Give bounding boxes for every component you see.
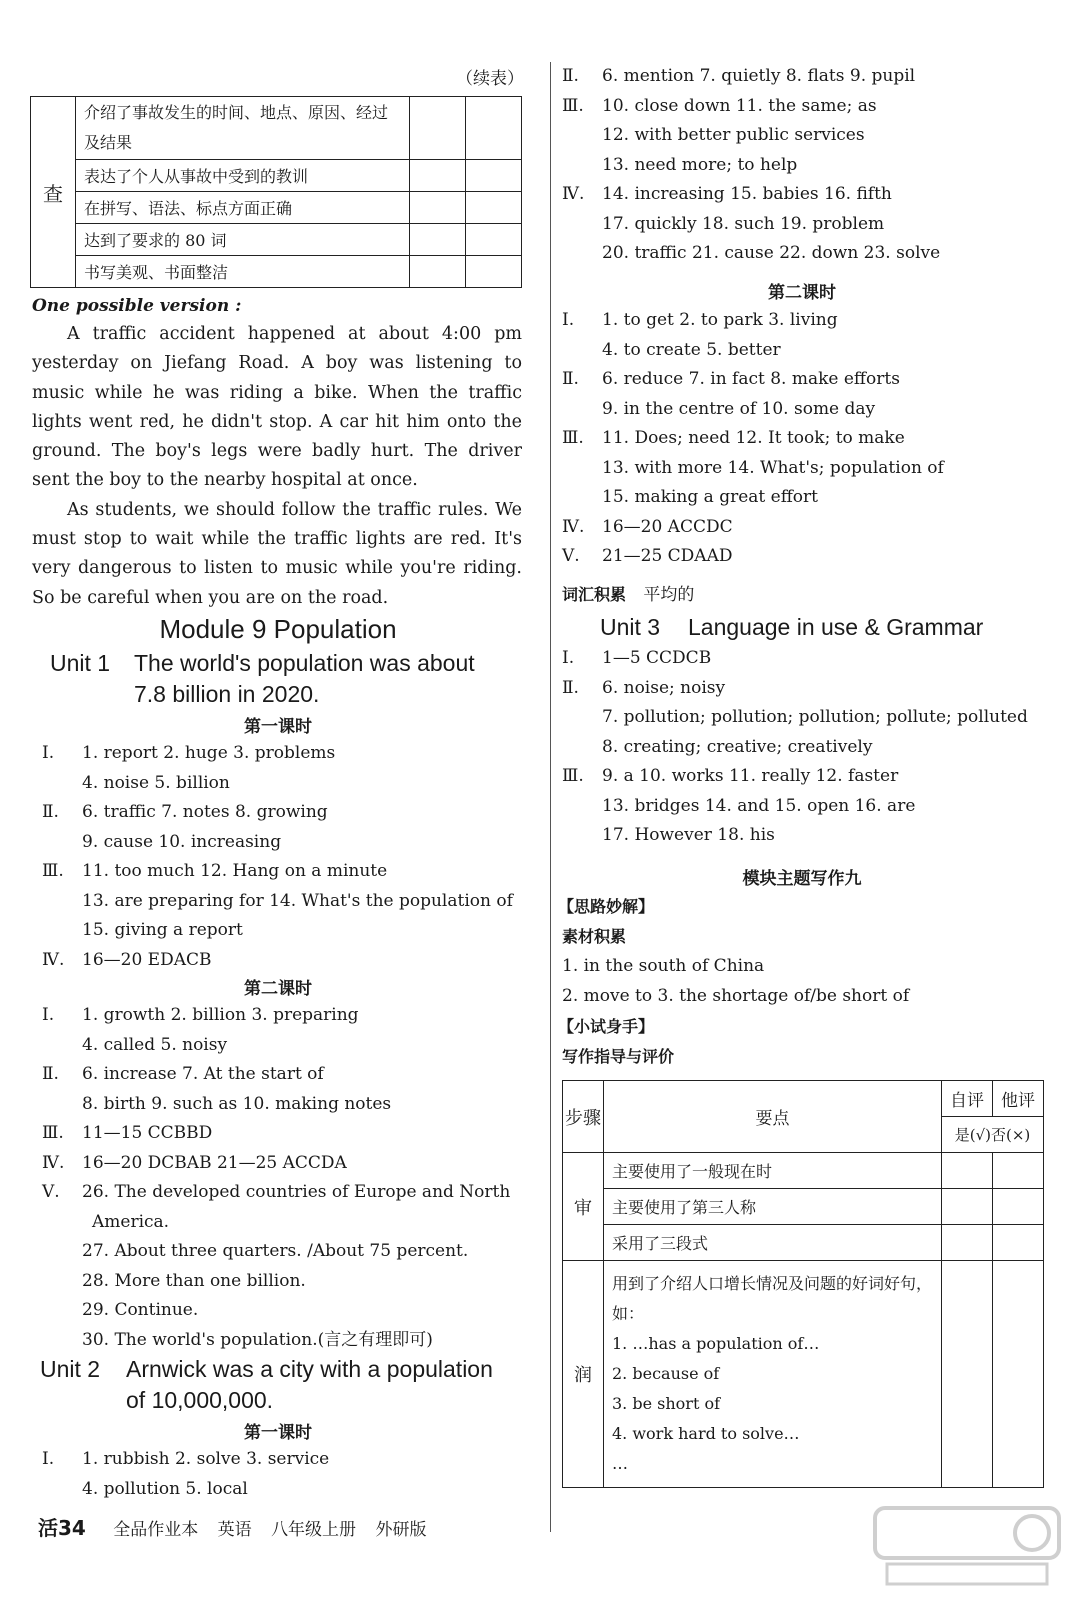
answer-text: America. — [92, 1211, 170, 1232]
answer-row — [52, 1208, 169, 1237]
review-item: 主要使用了一般现在时 — [604, 1153, 942, 1189]
answer-row — [562, 239, 940, 268]
polish-step: 润 — [563, 1261, 604, 1488]
answer-text: 6. traffic 7. notes 8. growing — [82, 802, 328, 822]
section-numeral: Ⅰ. — [42, 1449, 55, 1469]
answer-row — [42, 1237, 468, 1266]
unit1-title-line2: 7.8 billion in 2020. — [134, 681, 320, 707]
answer-text: 20. traffic 21. cause 22. down 23. solve — [602, 243, 941, 263]
check-table — [30, 96, 522, 288]
answer-row — [562, 792, 915, 821]
section-numeral: Ⅱ. — [562, 66, 579, 86]
header-peer: 他评 — [993, 1081, 1044, 1117]
vocab-text: 平均的 — [643, 585, 695, 605]
material-label: 素材积累 — [562, 927, 627, 946]
section-numeral: Ⅰ. — [42, 743, 55, 763]
answer-row — [42, 1326, 433, 1355]
answer-row — [42, 1149, 347, 1178]
section-numeral: Ⅳ. — [42, 1152, 65, 1173]
unit1-title-line1: The world's population was about — [134, 650, 475, 676]
try-label: 【小试身手】 — [558, 1017, 655, 1036]
answer-row — [42, 798, 328, 827]
check-item: 在拼写、语法、标点方面正确 — [76, 192, 410, 224]
answer-row — [42, 1031, 227, 1060]
answer-text: 15. giving a report — [82, 920, 243, 940]
answer-row — [562, 762, 898, 791]
lesson-title: 第二课时 — [244, 979, 312, 999]
answer-text: 6. increase 7. At the start of — [82, 1064, 324, 1084]
answer-row — [42, 1178, 510, 1207]
answer-row — [562, 513, 733, 542]
check-item: 达到了要求的 80 词 — [76, 224, 410, 256]
answer-text: 13. with more 14. What's; population of — [602, 457, 944, 478]
answer-text: 6. reduce 7. in fact 8. make efforts — [602, 369, 900, 389]
idea-label: 【思路妙解】 — [558, 897, 655, 916]
answer-row — [42, 1296, 198, 1325]
answer-row — [562, 424, 905, 453]
answer-row — [42, 887, 513, 916]
header-self: 自评 — [942, 1081, 993, 1117]
answer-row — [562, 336, 781, 365]
answer-text: 4. called 5. noisy — [82, 1034, 228, 1055]
answer-text: 1. growth 2. billion 3. preparing — [82, 1005, 359, 1025]
section-numeral: Ⅳ. — [42, 949, 65, 970]
answer-text: 16—20 DCBAB 21—25 ACCDA — [82, 1152, 347, 1173]
answer-row — [42, 1001, 359, 1030]
answer-text: 1. rubbish 2. solve 3. service — [82, 1449, 330, 1469]
section-numeral: Ⅴ. — [562, 546, 580, 566]
answer-text: 16—20 EDACB — [82, 949, 212, 970]
answer-row — [562, 121, 865, 150]
answer-text: 28. More than one billion. — [82, 1270, 306, 1291]
check-item: 书写美观、书面整洁 — [76, 256, 410, 288]
section-numeral: Ⅲ. — [42, 861, 64, 881]
answer-text: 6. noise; noisy — [602, 677, 726, 698]
answer-row — [562, 703, 1028, 732]
answer-text: 17. However 18. his — [602, 825, 775, 845]
unit2-title-line1: Arnwick was a city with a population — [126, 1356, 493, 1382]
continued-label: （续表） — [456, 69, 524, 89]
section-numeral: Ⅱ. — [562, 677, 579, 698]
answer-text: 4. pollution 5. local — [82, 1478, 248, 1499]
check-item: 表达了个人从事故中受到的教训 — [76, 160, 410, 192]
review-item: 主要使用了第三人称 — [604, 1189, 942, 1225]
polish-item: 1. …has a population of… — [612, 1334, 820, 1353]
answer-row — [562, 821, 775, 850]
answer-text: 7. pollution; pollution; pollution; pollute; polluted — [602, 707, 1028, 727]
vocab-line — [562, 580, 694, 610]
lesson-title: 第一课时 — [244, 1423, 312, 1443]
page-number: 活34 — [38, 1516, 86, 1540]
answer-row — [562, 210, 884, 239]
section-numeral: Ⅰ. — [562, 310, 575, 330]
answer-row — [42, 739, 335, 768]
answer-text: 9. a 10. works 11. really 12. faster — [602, 766, 899, 786]
answer-row — [42, 916, 243, 945]
polish-content — [604, 1261, 942, 1488]
vocab-label: 词汇积累 — [562, 585, 627, 604]
answer-text: 30. The world's population.(言之有理即可) — [82, 1329, 433, 1350]
answer-text: 11. too much 12. Hang on a minute — [82, 861, 388, 881]
header-points: 要点 — [604, 1081, 942, 1153]
answer-row — [42, 1267, 306, 1296]
answer-text: 27. About three quarters. /About 75 percent. — [82, 1241, 469, 1261]
answer-row — [42, 857, 387, 886]
answer-text: 4. to create 5. better — [602, 339, 781, 360]
answer-text: 1. report 2. huge 3. problems — [82, 743, 336, 763]
subject: 英语 — [217, 1520, 252, 1540]
answer-row — [42, 946, 211, 975]
yes-no-legend: 是(√)否(×) — [942, 1117, 1044, 1153]
answer-text: 13. bridges 14. and 15. open 16. are — [602, 795, 916, 816]
answer-row — [42, 1445, 329, 1474]
material-row: 1. in the south of China — [562, 956, 765, 976]
essay — [32, 320, 522, 613]
answer-text: 10. close down 11. the same; as — [602, 95, 877, 116]
answer-text: 13. need more; to help — [602, 154, 798, 175]
section-numeral: Ⅳ. — [562, 516, 585, 537]
answer-row — [562, 644, 711, 673]
answer-text: 11—15 CCBBD — [82, 1123, 213, 1143]
polish-intro: 用到了介绍人口增长情况及问题的好词好句，如： — [612, 1274, 933, 1323]
answer-row — [562, 92, 877, 121]
answer-text: 29. Continue. — [82, 1300, 199, 1320]
section-numeral: Ⅲ. — [562, 95, 584, 116]
unit3-title: Language in use & Grammar — [688, 614, 984, 640]
section-numeral: Ⅰ. — [562, 648, 575, 668]
answer-row — [42, 1119, 212, 1148]
unit2-label: Unit 2 — [40, 1356, 101, 1382]
section-numeral: Ⅴ. — [42, 1182, 60, 1202]
writing-title: 模块主题写作九 — [742, 869, 862, 889]
section-numeral: Ⅲ. — [562, 766, 584, 786]
answer-text: 26. The developed countries of Europe and North — [82, 1182, 511, 1202]
answer-text: 9. cause 10. increasing — [82, 831, 282, 852]
answer-text: 16—20 ACCDC — [602, 516, 733, 537]
answer-text: 6. mention 7. quietly 8. flats 9. pupil — [602, 66, 916, 86]
answer-row — [562, 674, 725, 703]
review-step: 审 — [563, 1153, 604, 1261]
material-row: 2. move to 3. the shortage of/be short of — [562, 986, 910, 1006]
answer-text: 13. are preparing for 14. What's the population of — [82, 890, 513, 911]
answer-text: 12. with better public services — [602, 125, 865, 145]
section-numeral: Ⅱ. — [42, 1064, 59, 1084]
header-step: 步骤 — [563, 1081, 604, 1153]
answer-text: 17. quickly 18. such 19. problem — [602, 213, 885, 234]
answer-row — [562, 151, 797, 180]
version-label: One possible version : — [32, 296, 242, 316]
column-divider — [550, 62, 551, 1532]
answer-row — [562, 733, 872, 762]
guide-label: 写作指导与评价 — [562, 1047, 675, 1066]
polish-item: 4. work hard to solve… — [612, 1424, 800, 1443]
answer-row — [562, 306, 838, 335]
page-footer — [38, 1512, 440, 1541]
polish-item: 2. because of — [612, 1364, 720, 1383]
essay-paragraph: A traffic accident happened at about 4:00 pm yesterday on Jiefang Road. A boy was listening to music while he was riding a bike. When the traffic lights went red, he didn't stop. A car hit him onto the ground. The boy's legs were badly hurt. The driver sent the boy to the nearby hospital at once. — [32, 324, 522, 491]
answer-row — [562, 454, 944, 483]
answer-row — [562, 365, 900, 394]
answer-row — [42, 1090, 391, 1119]
answer-text: 15. making a great effort — [602, 487, 818, 507]
section-numeral: Ⅲ. — [42, 1123, 64, 1143]
answer-text: 9. in the centre of 10. some day — [602, 398, 876, 419]
answer-row — [562, 180, 892, 209]
answer-text: 8. creating; creative; creatively — [602, 736, 873, 757]
unit2-title-line2: of 10,000,000. — [126, 1387, 274, 1413]
section-numeral: Ⅱ. — [42, 802, 59, 822]
answer-row — [562, 62, 915, 91]
check-item: 介绍了事故发生的时间、地点、原因、经过及结果 — [76, 97, 410, 160]
unit3-label: Unit 3 — [600, 614, 661, 640]
answer-row — [562, 483, 818, 512]
polish-item: … — [612, 1454, 628, 1473]
lesson-title: 第一课时 — [244, 717, 312, 737]
answer-text: 21—25 CDAAD — [602, 546, 733, 566]
grade: 八年级上册 — [271, 1520, 357, 1540]
check-step: 查 — [31, 97, 76, 288]
section-numeral: Ⅳ. — [562, 184, 585, 204]
answer-row — [42, 828, 281, 857]
edition: 外研版 — [375, 1520, 427, 1540]
answer-text: 1. to get 2. to park 3. living — [602, 310, 838, 330]
answer-text: 14. increasing 15. babies 16. fifth — [602, 184, 892, 204]
answer-row — [42, 1060, 324, 1089]
answer-text: 8. birth 9. such as 10. making notes — [82, 1093, 392, 1114]
answer-row — [562, 542, 733, 571]
answer-row — [562, 395, 875, 424]
lesson-title: 第二课时 — [768, 283, 836, 303]
answer-text: 4. noise 5. billion — [82, 772, 230, 793]
essay-paragraph: As students, we should follow the traffic rules. We must stop to wait while the traffic lights are red. It's very dangerous to listen to music while you're riding. So be careful when you are on the road. — [32, 499, 522, 608]
answer-text: 1—5 CCDCB — [602, 648, 712, 668]
module-title: Module 9 Population — [159, 614, 397, 644]
section-numeral: Ⅲ. — [562, 428, 584, 448]
answer-row — [42, 1475, 248, 1504]
answer-row — [42, 769, 230, 798]
review-item: 采用了三段式 — [604, 1225, 942, 1261]
polish-item: 3. be short of — [612, 1394, 721, 1413]
writing-evaluation-table — [562, 1080, 1044, 1488]
book-name: 全品作业本 — [113, 1520, 199, 1540]
answer-text: 11. Does; need 12. It took; to make — [602, 428, 905, 448]
section-numeral: Ⅱ. — [562, 369, 579, 389]
watermark-logo-icon — [867, 1502, 1067, 1592]
unit1-label: Unit 1 — [50, 650, 111, 676]
section-numeral: Ⅰ. — [42, 1005, 55, 1025]
